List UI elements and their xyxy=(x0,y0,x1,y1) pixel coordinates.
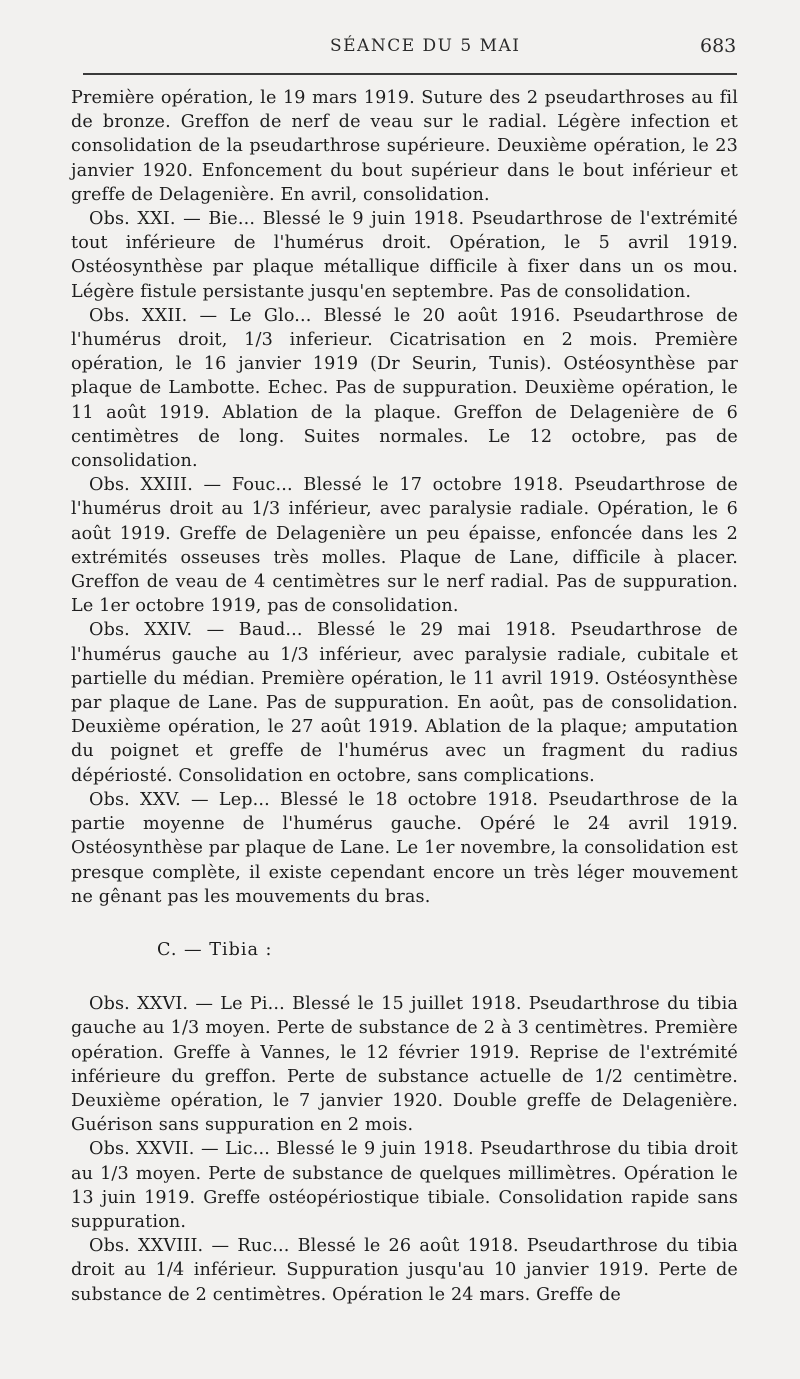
paragraph-obs-xxvii: Obs. XXVII. — Lic... Blessé le 9 juin 1918. Pseudarthrose du tibia droit au 1/3 moyen. Perte de substance de quelques millimètres. Opération le 13 juin 1919. Greffe ostéopériostique tibiale. Consolidation rapide sans suppuration. xyxy=(71,1139,738,1232)
paragraph-obs-xxiii: Obs. XXIII. — Fouc... Blessé le 17 octobre 1918. Pseudarthrose de l'humérus droit au 1/3 inférieur, avec paralysie radiale. Opération, le 6 août 1919. Greffe de Delagenière un peu épaisse, enfoncée dans les 2 extrémités osseuses très molles. Plaque de Lane, difficile à placer. Greffon de veau de 4 centimètres sur le nerf radial. Pas de suppuration. Le 1er octobre 1919, pas de consolidation. xyxy=(71,475,738,617)
running-title: SÉANCE DU 5 MAI xyxy=(330,36,521,56)
paragraph: Première opération, le 19 mars 1919. Suture des 2 pseudarthroses au fil de bronze. Greffon de nerf de veau sur le radial. Légère infection et consolidation de la pseudarthrose supérieure. Deuxième opération, le 23 janvier 1920. Enfoncement du bout supérieur dans le bout inférieur et greffe de Delagenière. En avril, consolidation. xyxy=(71,88,738,205)
page-number: 683 xyxy=(700,35,737,57)
page-header xyxy=(0,0,800,80)
paragraph-obs-xxii: Obs. XXII. — Le Glo... Blessé le 20 août 1916. Pseudarthrose de l'humérus droit, 1/3 inferieur. Cicatrisation en 2 mois. Première opération, le 16 janvier 1919 (Dr Seurin, Tunis). Ostéosynthèse par plaque de Lambotte. Echec. Pas de suppuration. Deuxième opération, le 11 août 1919. Ablation de la plaque. Greffon de Delagenière de 6 centimètres de long. Suites normales. Le 12 octobre, pas de consolidation. xyxy=(71,305,738,472)
paragraph-obs-xxi: Obs. XXI. — Bie... Blessé le 9 juin 1918. Pseudarthrose de l'extrémité tout inférieure de l'humérus droit. Opération, le 5 avril 1919. Ostéosynthèse par plaque métallique difficile à fixer dans un os mou. Légère fistule persistante jusqu'en septembre. Pas de consolidation. xyxy=(71,209,738,302)
paragraph-obs-xxv: Obs. XXV. — Lep... Blessé le 18 octobre 1918. Pseudarthrose de la partie moyenne de l'humérus gauche. Opéré le 24 avril 1919. Ostéosynthèse par plaque de Lane. Le 1er novembre, la consolidation est presque complète, il existe cependant encore un très léger mouvement ne gênant pas les mouvements du bras. xyxy=(71,789,738,907)
header-rule xyxy=(83,73,737,75)
paragraph-obs-xxviii: Obs. XXVIII. — Ruc... Blessé le 26 août 1918. Pseudarthrose du tibia droit au 1/4 inférieur. Suppuration jusqu'au 10 janvier 1919. Perte de substance de 2 centimètres. Opération le 24 mars. Greffe de xyxy=(71,1236,738,1305)
section-heading-tibia: C. — Tibia : xyxy=(157,939,273,960)
paragraph-obs-xxiv: Obs. XXIV. — Baud... Blessé le 29 mai 1918. Pseudarthrose de l'humérus gauche au 1/3 inférieur, avec paralysie radiale, cubitale et partielle du médian. Première opération, le 11 avril 1919. Ostéosynthèse par plaque de Lane. Pas de suppuration. En août, pas de consolidation. Deuxième opération, le 27 août 1919. Ablation de la plaque; amputation du poignet et greffe de l'humérus avec un fragment du radius dépériosté. Consolidation en octobre, sans complications. xyxy=(71,620,738,786)
body-text xyxy=(71,86,738,1307)
paragraph-obs-xxvi: Obs. XXVI. — Le Pi... Blessé le 15 juillet 1918. Pseudarthrose du tibia gauche au 1/3 moyen. Perte de substance de 2 à 3 centimètres. Première opération. Greffe à Vannes, le 12 février 1919. Reprise de l'extrémité inférieure du greffon. Perte de substance actuelle de 1/2 centimètre. Deuxième opération, le 7 janvier 1920. Double greffe de Delagenière. Guérison sans suppuration en 2 mois. xyxy=(71,994,738,1136)
